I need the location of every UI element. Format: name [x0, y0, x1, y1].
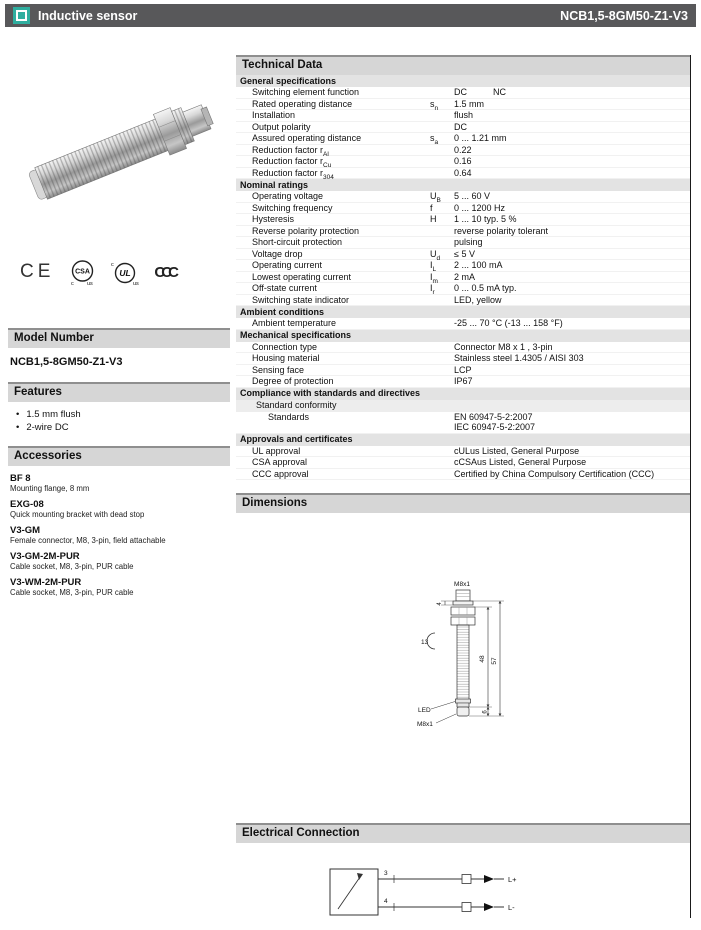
product-photo-svg: [13, 55, 225, 250]
spec-value: 2 mA: [454, 271, 476, 282]
accessories-list: [8, 466, 230, 598]
spec-label: Ambient temperature: [252, 318, 337, 328]
accessory-item: V3-GM Female connector, M8, 3-pin, field attachable: [10, 525, 166, 545]
spec-label: Operating current: [252, 260, 323, 270]
dimension-drawing-svg: [404, 577, 544, 747]
table-row: [236, 365, 690, 377]
spec-label: UL approval: [252, 445, 301, 456]
spec-label: Standards: [268, 411, 310, 422]
table-row: [236, 295, 690, 307]
accessory-item: V3-GM-2M-PUR Cable socket, M8, 3-pin, PUR cable: [10, 551, 134, 571]
product-number: NCB1,5-8GM50-Z1-V3: [560, 8, 688, 23]
spec-value: 0.64: [454, 167, 472, 178]
table-section-title: Approvals and certificates: [236, 434, 690, 446]
spec-value: 5 ... 60 V: [454, 191, 491, 201]
ce-mark-icon: CE: [20, 261, 55, 282]
spec-value: reverse polarity tolerant: [454, 225, 549, 236]
electrical-diagram-svg: [322, 859, 542, 925]
svg-text:CSA: CSA: [75, 268, 91, 275]
table-row: [236, 99, 690, 111]
model-number-value: NCB1,5-8GM50-Z1-V3: [10, 356, 123, 368]
spec-label: Hysteresis: [252, 214, 295, 224]
spec-label: Degree of protection: [252, 376, 334, 386]
table-row: [236, 203, 690, 215]
spec-value: DC NC: [454, 87, 506, 97]
table-row: [236, 145, 690, 157]
table-row: [236, 412, 690, 434]
wire-lplus-label: L+: [508, 875, 517, 884]
spec-label: Operating voltage: [252, 191, 324, 201]
spec-label: CCC approval: [252, 468, 309, 479]
table-row: [236, 87, 690, 99]
spec-label: Voltage drop: [252, 248, 303, 259]
accessories-heading: Accessories: [8, 446, 230, 466]
spec-label: Housing material: [252, 353, 320, 363]
spec-value: 0 ... 1200 Hz: [454, 202, 506, 213]
spec-value: IP67: [454, 376, 473, 386]
spec-symbol: $I_L$: [430, 260, 437, 273]
spec-symbol: $I_r$: [430, 283, 435, 296]
header-bar: [5, 4, 696, 27]
dimensions-heading: Dimensions: [236, 493, 690, 513]
spec-value: pulsing: [454, 237, 483, 247]
spec-label: Output polarity: [252, 121, 311, 132]
feature-item: • 2-wire DC: [10, 421, 228, 434]
dim-label-48: 48: [479, 655, 486, 663]
table-row: [236, 260, 690, 272]
spec-value: 2 ... 100 mA: [454, 260, 503, 270]
spec-value: Stainless steel 1.4305 / AISI 303: [454, 353, 584, 363]
spec-label: Lowest operating current: [252, 271, 352, 282]
spec-symbol: $I_m$: [430, 271, 438, 285]
pin-3-label: 3: [384, 870, 388, 877]
svg-text:UL: UL: [119, 267, 132, 278]
table-row: [236, 156, 690, 168]
spec-label: Installation: [252, 110, 296, 120]
svg-text:us: us: [87, 280, 94, 286]
feature-item: • 1.5 mm flush: [10, 408, 228, 421]
spec-value: DC: [454, 121, 467, 132]
spec-label: Rated operating distance: [252, 98, 353, 109]
spec-label: Switching element function: [252, 87, 360, 97]
spec-value: cCSAus Listed, General Purpose: [454, 457, 587, 467]
table-row: [236, 214, 690, 226]
table-row: [236, 226, 690, 238]
spec-label: Reduction factor $r_{304}$: [252, 167, 334, 181]
table-row: [236, 133, 690, 145]
dim-label-thread-top: M8x1: [454, 581, 470, 588]
spec-value: EN 60947-5-2:2007 IEC 60947-5-2:2007: [454, 411, 536, 432]
spec-value: 0 ... 0.5 mA typ.: [454, 283, 517, 293]
table-row: [236, 376, 690, 388]
spec-label: Connection type: [252, 341, 318, 352]
dim-label-led: LED: [418, 707, 431, 714]
dim-label-wrench: 13: [421, 639, 429, 646]
spec-value: 1.5 mm: [454, 98, 485, 109]
ccc-mark-icon: CCC: [154, 263, 175, 281]
certification-marks: [8, 250, 230, 294]
csa-mark-icon: [69, 259, 96, 286]
spec-value: Certified by China Compulsory Certification (CCC): [454, 468, 655, 479]
spec-value: ≤ 5 V: [454, 248, 475, 259]
spec-label: Off-state current: [252, 283, 317, 293]
model-number-heading: Model Number: [8, 328, 230, 348]
table-section-title: General specifications: [236, 75, 690, 87]
spec-value: 0 ... 1.21 mm: [454, 133, 507, 143]
technical-table: [236, 75, 690, 480]
left-column: [8, 55, 230, 598]
dim-label-6: 6: [482, 710, 489, 714]
spec-symbol: H: [430, 214, 437, 224]
svg-text:c: c: [111, 261, 115, 268]
spec-label: Sensing face: [252, 364, 305, 375]
table-row: [236, 249, 690, 261]
page-title: Inductive sensor: [38, 8, 138, 23]
dimension-drawing: [236, 513, 690, 823]
svg-text:c: c: [71, 280, 75, 286]
wire-lminus-label: L-: [508, 903, 515, 912]
table-row: [236, 110, 690, 122]
spec-symbol: $U_B$: [430, 191, 441, 204]
electrical-diagram: [236, 843, 690, 930]
spec-value: Connector M8 x 1 , 3-pin: [454, 341, 553, 352]
spec-symbol: f: [430, 202, 433, 213]
spec-label: Reverse polarity protection: [252, 225, 360, 236]
spec-label: Assured operating distance: [252, 133, 362, 143]
spec-value: -25 ... 70 °C (-13 ... 158 °F): [454, 318, 563, 328]
table-row: [236, 469, 690, 481]
spec-symbol: $s_n$: [430, 98, 439, 112]
spec-value: 0.16: [454, 156, 472, 166]
spec-label: Reduction factor $r_{Cu}$: [252, 156, 332, 169]
table-row: [236, 318, 690, 330]
table-section-title: Compliance with standards and directives: [236, 388, 690, 400]
features-list: [8, 402, 230, 446]
spec-label: Short-circuit protection: [252, 237, 343, 247]
spec-label: CSA approval: [252, 457, 308, 467]
table-section-title: Ambient conditions: [236, 306, 690, 318]
table-row: [236, 283, 690, 295]
table-row: [236, 191, 690, 203]
dim-label-thread-bottom: M8x1: [417, 721, 433, 728]
right-column: [236, 55, 690, 930]
accessory-item: V3-WM-2M-PUR Cable socket, M8, 3-pin, PUR cable: [10, 577, 134, 597]
svg-text:us: us: [133, 280, 140, 286]
table-row: [236, 122, 690, 134]
table-section-title: Mechanical specifications: [236, 330, 690, 342]
spec-label: Reduction factor $r_{Al}$: [252, 144, 329, 158]
table-row: [236, 272, 690, 284]
spec-value: 1 ... 10 typ. 5 %: [454, 214, 517, 224]
spec-value: cULus Listed, General Purpose: [454, 445, 580, 456]
accessory-item: BF 8 Mounting flange, 8 mm: [10, 473, 90, 493]
table-row: [236, 168, 690, 180]
spec-label: Switching frequency: [252, 202, 333, 213]
table-row: [236, 237, 690, 249]
table-section-title: Nominal ratings: [236, 179, 690, 191]
spec-label: Switching state indicator: [252, 294, 350, 305]
product-photo: [8, 55, 230, 250]
table-row: [236, 446, 690, 458]
spec-symbol: $U_d$: [430, 248, 441, 262]
spec-symbol: $s_a$: [430, 133, 439, 146]
accessory-item: EXG-08 Quick mounting bracket with dead stop: [10, 499, 145, 519]
spec-value: flush: [454, 110, 474, 120]
table-row: [236, 353, 690, 365]
culus-mark-icon: [111, 259, 139, 286]
features-heading: Features: [8, 382, 230, 402]
spec-value: LED, yellow: [454, 294, 502, 305]
spec-value: 0.22: [454, 144, 472, 155]
table-row: [236, 457, 690, 469]
pin-4-label: 4: [384, 898, 388, 905]
brand-logo-icon: [13, 7, 30, 24]
table-subsection-title: Standard conformity: [236, 400, 690, 412]
dim-label-4: 4: [437, 602, 443, 606]
spec-value: LCP: [454, 364, 472, 375]
electrical-connection-heading: Electrical Connection: [236, 823, 690, 843]
technical-data-heading: Technical Data: [236, 55, 690, 75]
table-row: [236, 342, 690, 354]
page-right-rule: [690, 55, 691, 918]
dim-label-57: 57: [491, 657, 498, 665]
